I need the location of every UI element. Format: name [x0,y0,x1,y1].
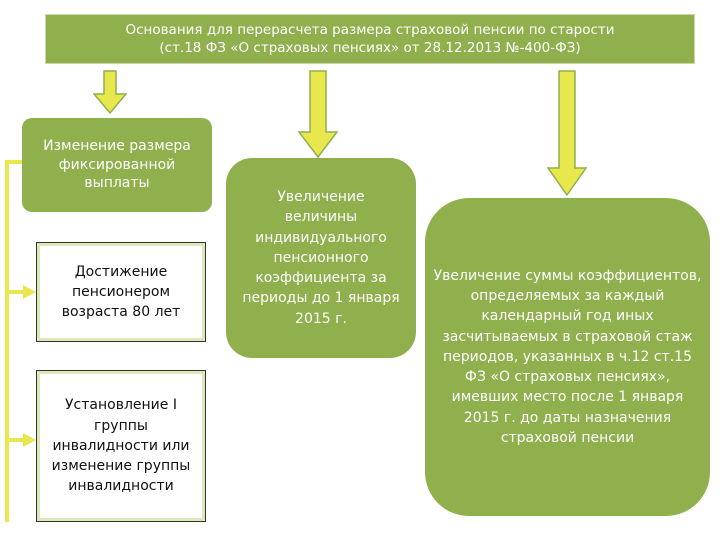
title-line-2: (ст.18 ФЗ «О страховых пенсиях» от 28.12.2013 №-400-ФЗ) [159,40,581,56]
arrow-down-2 [298,70,338,158]
box-individual-coefficient-text: Увеличение величины индивидуального пенсионного коэффициента за периоды до 1 января 2015 г. [242,188,400,327]
box-fixed-payment [22,118,212,212]
box-disability [36,370,206,522]
title-line-1: Основания для перерасчета размера страховой пенсии по старости [125,21,615,38]
box-age-80 [36,242,206,342]
arrow-down-3 [547,70,587,196]
diagram-title [45,14,695,64]
arrow-right-1 [5,284,37,300]
box-coefficients-sum [425,198,710,516]
bracket-vertical-line [5,160,9,522]
box-age-80-text: Достижение пенсионером возраста 80 лет [61,263,181,321]
box-fixed-payment-text: Изменение размера фиксированной выплаты [43,137,191,192]
box-coefficients-sum-text: Увеличение суммы коэффициентов, определяемых за каждый календарный год иных засчитываемых в страховой стаж периодов, указанных в ч.12 ст.15 ФЗ «О страховых пенсиях», имевших место после 1 января 2015 г. до даты назначения страховой пенсии [433,267,702,447]
box-individual-coefficient [226,158,416,358]
arrow-down-1 [93,70,127,114]
box-disability-text: Установление I группы инвалидности или изменение группы инвалидности [51,397,191,495]
arrow-right-2 [5,432,37,448]
